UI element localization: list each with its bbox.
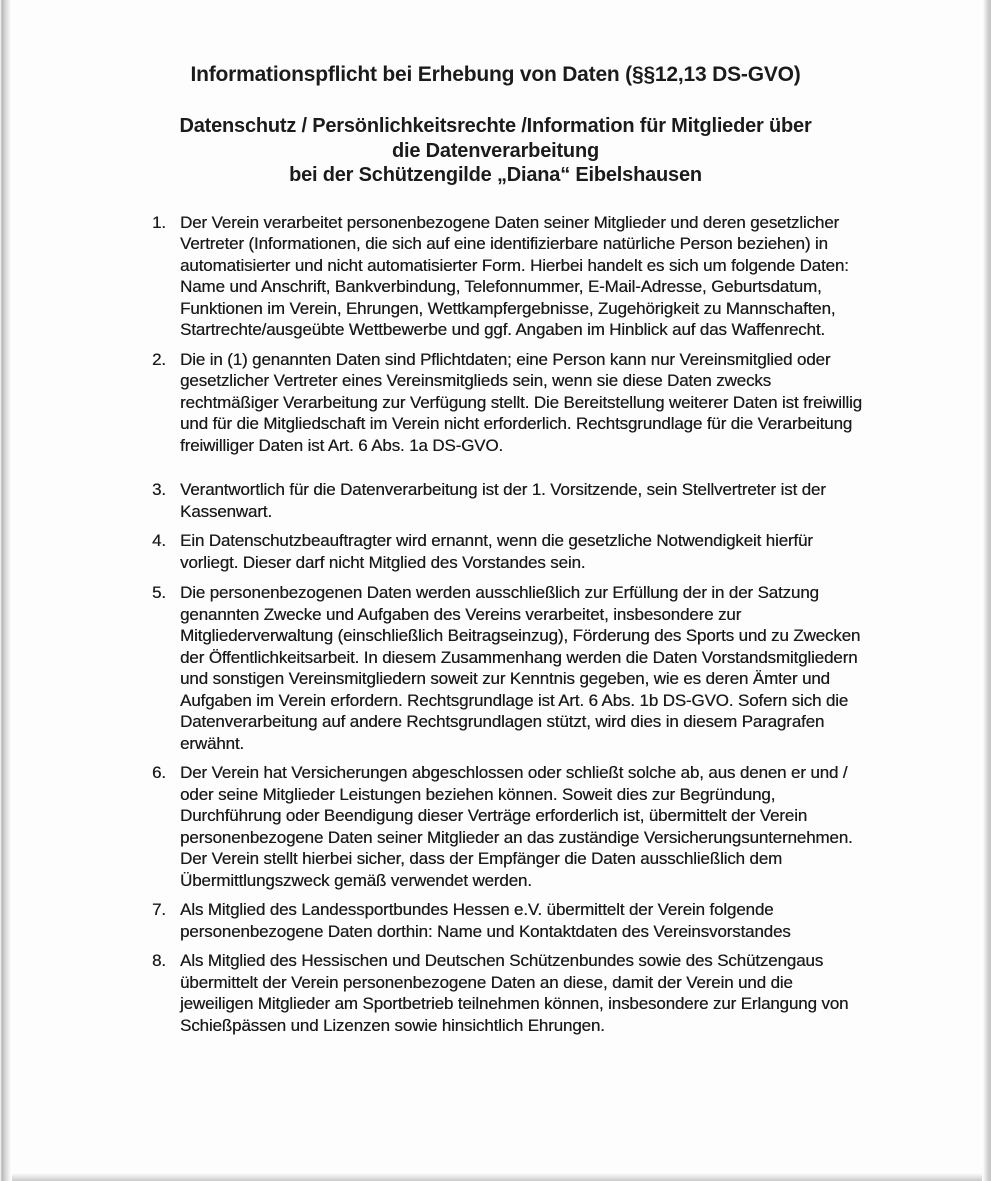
info-list xyxy=(152,212,868,1037)
document-title: Informationspflicht bei Erhebung von Daten (§§12,13 DS-GVO) xyxy=(190,63,801,86)
item-text: Der Verein hat Versicherungen abgeschlossen oder schließt solche ab, aus denen er und / oder seine Mitglieder Leistungen beziehen können. Soweit dies zur Begründung, Durchführung oder Beendigung dieser Verträge erforderlich ist, übermittelt der Verein personenbezogene Daten seiner Mitglieder an das zuständige Versicherungsunternehmen. Der Verein stellt hierbei sicher, dass der Empfänger die Daten ausschließlich dem Übermittlungszweck gemäß verwendet werden. xyxy=(180,763,853,890)
list-item xyxy=(152,212,868,341)
subtitle-line-3: bei der Schützengilde „Diana“ Eibelshausen xyxy=(289,164,702,186)
item-text: Verantwortlich für die Datenverarbeitung ist der 1. Vorsitzende, sein Stellvertreter ist der Kassenwart. xyxy=(180,480,826,521)
list-item xyxy=(152,479,868,522)
item-text: Als Mitglied des Landessportbundes Hessen e.V. übermittelt der Verein folgende personenbezogene Daten dorthin: Name und Kontaktdaten des Vereinsvorstandes xyxy=(180,900,791,941)
list-item xyxy=(152,530,868,573)
item-text: Der Verein verarbeitet personenbezogene Daten seiner Mitglieder und deren gesetzlicher Vertreter (Informationen, die sich auf eine identifizierbare natürliche Person beziehen) in automatisierter und nicht automatisierter Form. Hierbei handelt es sich um folgende Daten: Name und Anschrift, Bankverbindung, Telefonnummer, E-Mail-Adresse, Geburtsdatum, Funktionen im Verein, Ehrungen, Wettkampfergebnisse, Zugehörigkeit zu Mannschaften, Startrechte/ausgeübte Wettbewerbe und ggf. Angaben im Hinblick auf das Waffenrecht. xyxy=(180,212,849,339)
item-number: 2. xyxy=(152,349,166,369)
item-number: 7. xyxy=(152,900,166,919)
list-item xyxy=(152,762,868,891)
item-number: 4. xyxy=(152,531,166,550)
list-item xyxy=(152,950,868,1036)
document-subtitle xyxy=(0,114,991,188)
item-text: Als Mitglied des Hessischen und Deutschen Schützenbundes sowie des Schützengaus übermittelt der Verein personenbezogene Daten an diese, damit der Verein und die jeweiligen Mitglieder am Sportbetrieb teilnehmen können, insbesondere zur Erlangung von Schießpässen und Lizenzen sowie hinsichtlich Ehrungen. xyxy=(180,951,849,1035)
item-text: Die in (1) genannten Daten sind Pflichtdaten; eine Person kann nur Vereinsmitglied oder gesetzlicher Vertreter eines Vereinsmitglieds sein, wenn sie diese Daten zwecks rechtmäßiger Verarbeitung zur Verfügung stellt. Die Bereitstellung weiterer Daten ist freiwillig und für die Mitgliedschaft im Verein nicht erforderlich. Rechtsgrundlage für die Verarbeitung freiwilliger Daten ist Art. 6 Abs. 1a DS-GVO. xyxy=(180,349,862,455)
item-text: Die personenbezogenen Daten werden ausschließlich zur Erfüllung der in der Satzung genannten Zwecke und Aufgaben des Vereins verarbeitet, insbesondere zur Mitgliederverwaltung (einschließlich Beitragseinzug), Förderung des Sports und zu Zwecken der Öffentlichkeitsarbeit. In diesem Zusammenhang werden die Daten Vorstandsmitgliedern und sonstigen Vereinsmitgliedern soweit zur Kenntnis gegeben, wie es deren Ämter und Aufgaben im Verein erfordern. Rechtsgrundlage ist Art. 6 Abs. 1b DS-GVO. Sofern sich die Datenverarbeitung auf andere Rechtsgrundlagen stützt, wird dies in diesem Paragrafen erwähnt. xyxy=(180,583,861,753)
list-item xyxy=(152,349,868,457)
subtitle-line-2: die Datenverarbeitung xyxy=(392,139,599,162)
item-number: 5. xyxy=(152,583,166,602)
item-number: 3. xyxy=(152,480,166,499)
item-number: 6. xyxy=(152,763,166,782)
list-item xyxy=(152,582,868,754)
subtitle-line-1: Datenschutz / Persönlichkeitsrechte /Information für Mitglieder über xyxy=(179,115,812,137)
item-text: Ein Datenschutzbeauftragter wird ernannt, wenn die gesetzliche Notwendigkeit hierfür vorliegt. Dieser darf nicht Mitglied des Vorstandes sein. xyxy=(180,531,813,572)
item-number: 1. xyxy=(152,212,166,232)
scan-edge-bottom xyxy=(12,1173,982,1181)
item-number: 8. xyxy=(152,951,166,970)
list-item xyxy=(152,899,868,942)
